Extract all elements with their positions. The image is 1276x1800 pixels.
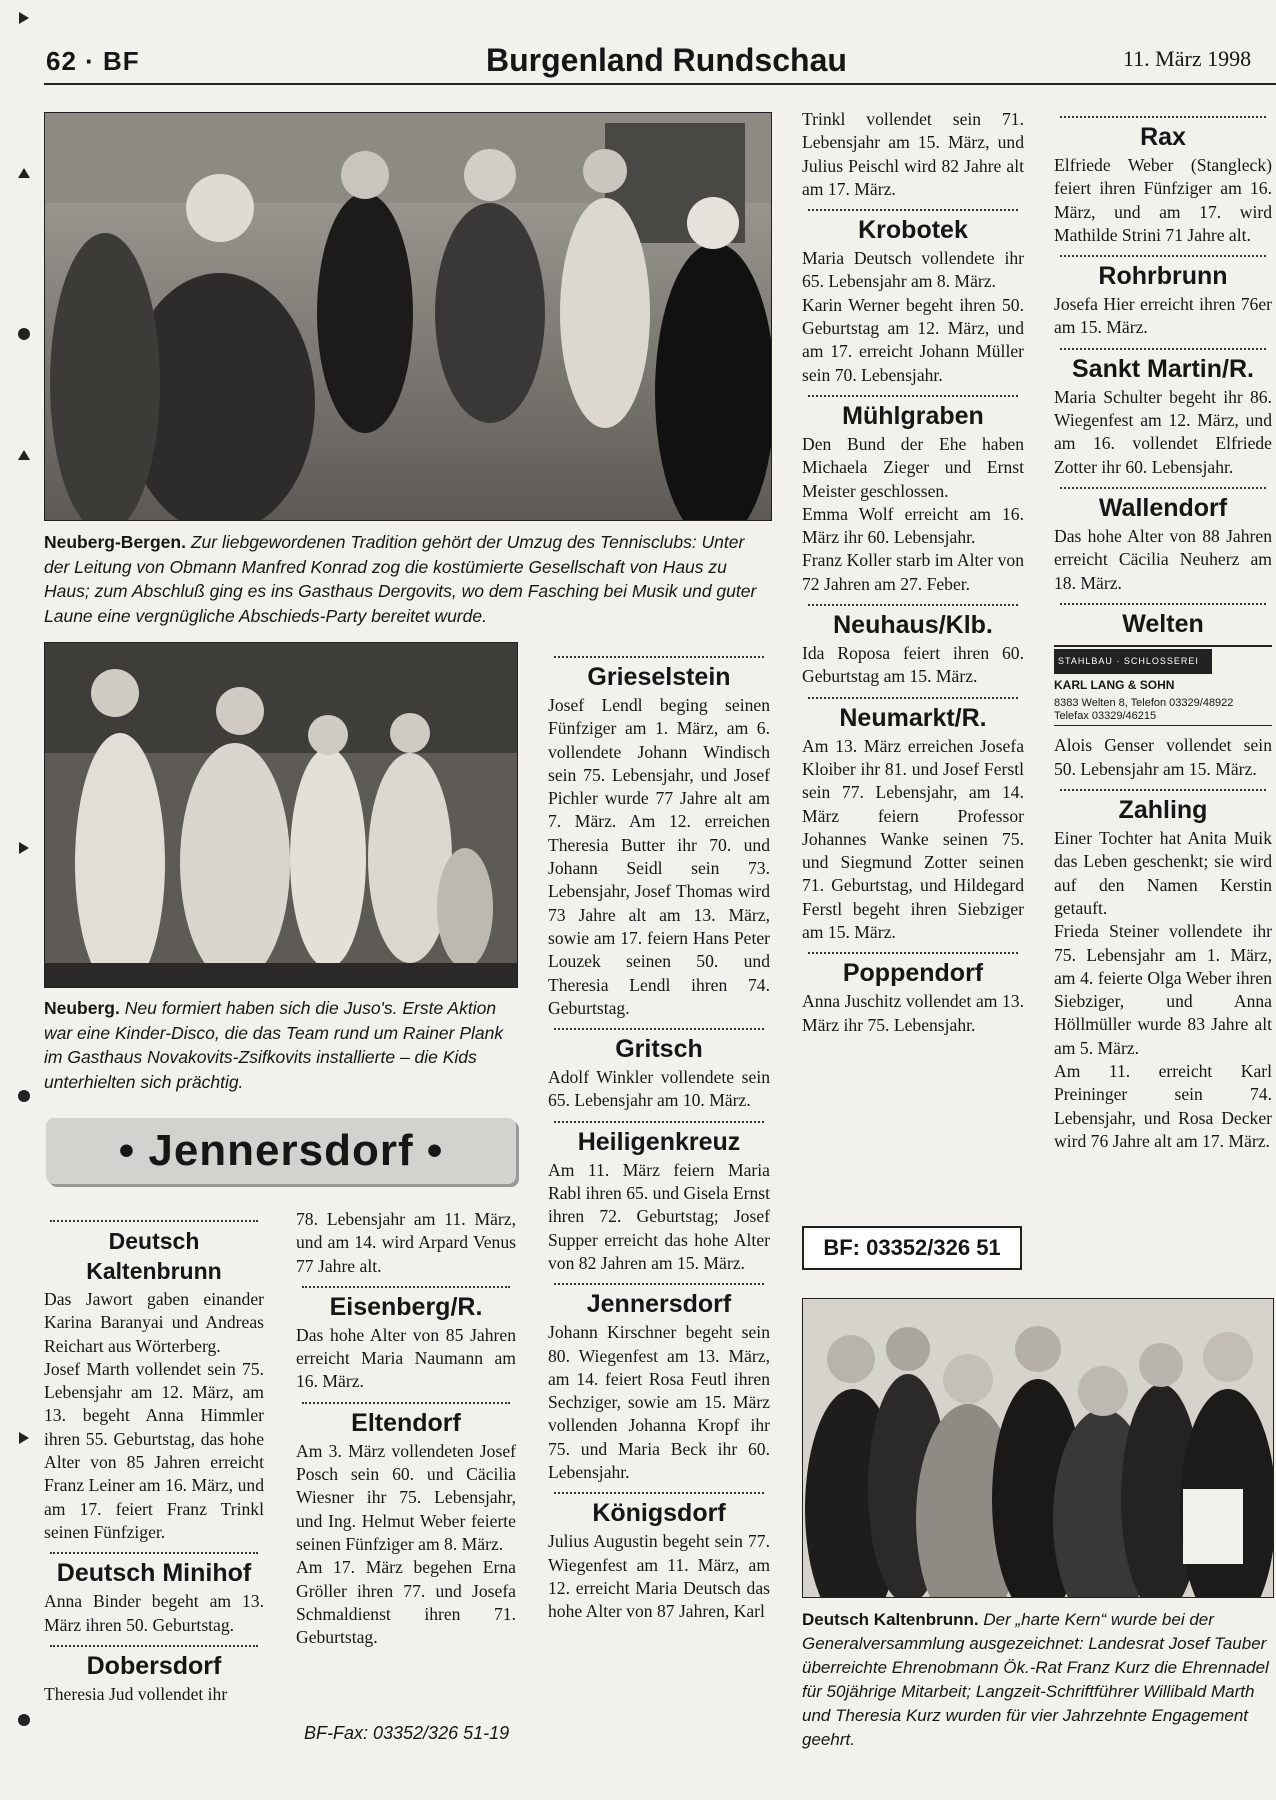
dotted-divider [808,697,1018,699]
article-paragraph: Das hohe Alter von 85 Jahren erreicht Maria Naumann am 16. März. [296,1324,516,1392]
dotted-divider [1060,116,1266,118]
article-paragraph: Emma Wolf erreicht am 16. März ihr 60. Lebensjahr. [802,503,1024,548]
ad-line: 8383 Welten 8, Telefon 03329/48922 [1054,697,1234,710]
article-paragraph: Das hohe Alter von 88 Jahren erreicht Cäcilia Neuherz am 18. März. [1054,525,1272,593]
caption-place: Deutsch Kaltenbrunn. [802,1610,979,1629]
heading-zahling: Zahling [1118,796,1208,825]
binder-hole-icon [16,448,32,464]
article-paragraph: Frieda Steiner vollendete ihr 75. Lebensjahr am 1. März, am 4. feierte Olga Weber ihren Siebziger, und Anna Höllmüller wurde 83 Jahre alt am 5. März. [1054,921,1272,1058]
article-paragraph: 78. Lebensjahr am 11. März, und am 14. wird Arpard Venus 77 Jahre alt. [296,1209,516,1276]
article-paragraph: Ida Roposa feiert ihren 60. Geburtstag am 15. März. [802,643,1024,687]
issue-date: 11. März 1998 [1123,46,1252,71]
article-paragraph: Theresia Jud vollendet ihr [44,1683,228,1704]
dotted-divider [808,952,1018,954]
advertisement-lang [1054,645,1272,727]
column-2 [296,1208,516,1649]
dotted-divider [808,395,1018,397]
section-banner-jennersdorf: • Jennersdorf • [46,1118,516,1184]
article-paragraph: Johann Kirschner begeht sein 80. Wiegenfest am 13. März, am 14. feiert Rosa Feutl ihren Sechziger, sowie am 15. März vollenden Johanna Kropf ihr 75. und Maria Beck ihr 60. Lebensjahr. [548,1322,770,1483]
heading-wallendorf: Wallendorf [1098,493,1228,522]
article-paragraph: Maria Deutsch vollendete ihr 65. Lebensjahr am 8. März. [802,248,1024,292]
dotted-divider [50,1552,258,1554]
newspaper-title: Burgenland Rundschau [486,42,847,78]
heading-deutsch-minihof: Deutsch Minihof [56,1559,252,1588]
article-paragraph: Julius Augustin begeht sein 77. Wiegenfest am 11. März, am 12. erreicht Maria Deutsch das hohe Alter von 87 Jahren, Karl [548,1531,770,1622]
heading-rax: Rax [1140,123,1186,151]
dotted-divider [1060,255,1266,257]
column-1 [44,1212,264,1706]
heading-jennersdorf: Jennersdorf [586,1290,732,1319]
heading-rohrbrunn: Rohrbrunn [1098,262,1228,291]
dotted-divider [50,1220,258,1222]
fax-footer: BF-Fax: 03352/326 51-19 [304,1723,510,1743]
article-paragraph: Elfriede Weber (Stangleck) feiert ihren Fünfziger am 16. März, und am 17. wird Mathilde Strini 71 Jahre alt. [1054,155,1272,245]
photo-carnival-parade [44,112,772,521]
article-paragraph: Alois Genser vollendet sein 50. Lebensjahr am 15. März. [1054,735,1272,779]
binder-hole-icon [16,10,32,26]
article-paragraph: Am 3. März vollendeten Josef Posch sein 60. und Cäcilia Wiesner ihr 75. Lebensjahr, und Ing. Helmut Weber feierte seinen Fünfziger am 8. März. [296,1440,516,1554]
article-paragraph: Am 13. März erreichen Josefa Kloiber ihr 81. und Josef Ferstl sein 77. Lebensjahr, am 14. März feiern Professor Johannes Wanke seinen 75. und Siegmund Zotter seinen 71. Geburtstag, und Hildegard Ferstl begeht ihren Siebziger am 15. März. [802,735,1024,943]
dotted-divider [554,1283,764,1285]
bf-phone-box: BF: 03352/326 51 [802,1226,1022,1270]
heading-neumarkt: Neumarkt/R. [839,703,987,732]
article-paragraph: Am 11. erreicht Karl Preininger sein 74. Lebensjahr, und Rosa Decker wird 76 Jahre alt am 17. März. [1054,1061,1272,1151]
heading-grieselstein: Grieselstein [587,663,731,691]
article-paragraph: Maria Schulter begeht ihr 86. Wiegenfest am 12. März, und am 16. vollendet Elfriede Zotter ihr 60. Lebensjahr. [1054,386,1272,477]
caption-place: Neuberg. [44,998,120,1018]
dotted-divider [1060,603,1266,605]
heading-neuhaus: Neuhaus/Klb. [833,611,993,640]
dotted-divider [554,1028,764,1030]
article-paragraph: Trinkl vollendet sein 71. Lebensjahr am 15. März, und Julius Peischl wird 82 Jahre alt am 17. März. [802,109,1024,199]
photo-caption-3 [802,1608,1274,1752]
header-rule [44,83,1276,85]
column-5 [1054,108,1272,1153]
article-paragraph: Anna Juschitz vollendet am 13. März ihr 75. Lebensjahr. [802,991,1024,1035]
ad-line: STAHLBAU · SCHLOSSEREI [1054,649,1212,674]
dotted-divider [554,1121,764,1123]
ad-line: Telefax 03329/46215 [1054,710,1157,723]
binder-hole-icon [16,166,32,182]
heading-eltendorf: Eltendorf [351,1408,461,1437]
article-paragraph: Adolf Winkler vollendete sein 65. Lebensjahr am 10. März. [548,1067,770,1111]
column-4 [802,108,1024,1037]
binder-hole-icon [16,326,32,342]
heading-dobersdorf: Dobersdorf [86,1651,222,1680]
heading-krobotek: Krobotek [858,216,968,245]
article-paragraph: Am 11. März feiern Maria Rabl ihren 65. und Gisela Ernst ihren 72. Geburtstag; Josef Supper erreicht das hohe Alter von 82 Jahren am 15. März. [548,1159,770,1273]
page-number: 62 · BF [46,46,140,76]
article-paragraph: Am 17. März begehen Erna Gröller ihren 77. und Josefa Schmaldienst ihren 71. Geburtstag. [296,1557,516,1648]
photo-caption-1 [44,530,772,628]
heading-koenigsdorf: Königsdorf [592,1499,726,1528]
column-3 [548,648,770,1624]
article-paragraph: Franz Koller starb im Alter von 72 Jahren am 27. Feber. [802,550,1024,594]
ad-company: KARL LANG & SOHN [1054,678,1175,693]
dotted-divider [1060,789,1266,791]
binder-hole-icon [16,1430,32,1446]
article-paragraph: Das Jawort gaben einander Karina Baranyai und Andreas Reichart aus Wörterberg. [44,1289,264,1356]
article-paragraph: Anna Binder begeht am 13. März ihren 50. Geburtstag. [44,1591,264,1635]
dotted-divider [1060,487,1266,489]
heading-heiligenkreuz: Heiligenkreuz [577,1127,741,1156]
heading-deutsch-kaltenbrunn: Deutsch Kaltenbrunn [86,1228,222,1284]
photo-caption-2 [44,996,518,1094]
caption-text: Zur liebgewordenen Tradition gehört der Umzug des Tennisclubs: Unter der Leitung von Obmann Manfred Konrad zog die kostümierte Gesellschaft von Haus zu Haus; zum Abschluß ging es ins Gasthaus Dergovits, wo dem Fasching bei Musik und guter Laune eine vergnügliche Abschieds-Party bereitet wurde. [44,532,757,626]
heading-welten: Welten [1122,609,1204,638]
dotted-divider [554,1492,764,1494]
dotted-divider [1060,348,1266,350]
photo-kids-disco [44,642,518,988]
heading-poppendorf: Poppendorf [842,959,984,988]
heading-eisenberg: Eisenberg/R. [329,1292,483,1321]
dotted-divider [302,1402,510,1404]
dotted-divider [554,656,764,658]
caption-text: Der „harte Kern“ wurde bei der Generalversammlung ausgezeichnet: Landesrat Josef Tauber überreichte Ehrenobmann Ök.-Rat Franz Kurz die Ehrennadel für 50jährige Mitarbeit; Langzeit-Schriftführer Willibald Marth und Theresia Kurz wurden für vier Jahrzehnte Engagement geehrt. [802,1610,1269,1749]
article-paragraph: Den Bund der Ehe haben Michaela Zieger und Ernst Meister geschlossen. [802,433,1024,501]
heading-sankt-martin: Sankt Martin/R. [1072,354,1254,383]
dotted-divider [302,1286,510,1288]
binder-hole-icon [16,840,32,856]
article-paragraph: Einer Tochter hat Anita Muik das Leben geschenkt; sie wird auf den Namen Kerstin getauft. [1054,828,1272,918]
dotted-divider [808,604,1018,606]
article-paragraph: Josefa Hier erreicht ihren 76er am 15. März. [1054,294,1272,338]
binder-hole-icon [16,1712,32,1728]
article-paragraph: Karin Werner begeht ihren 50. Geburtstag am 12. März, und am 17. erreicht Johann Müller sein 70. Lebensjahr. [802,294,1024,385]
caption-place: Neuberg-Bergen. [44,532,186,552]
binder-hole-icon [16,1088,32,1104]
heading-muehlgraben: Mühlgraben [842,401,984,430]
caption-text: Neu formiert haben sich die Juso's. Erste Aktion war eine Kinder-Disco, die das Team rund um Rainer Plank im Gasthaus Novakovits-Zsifkovits installierte – die Kids unterhielten sich prächtig. [44,998,504,1092]
article-paragraph: Josef Lendl beging seinen Fünfziger am 1. März, am 6. vollendete Johann Windisch sein 75. Lebensjahr, und Josef Pichler wurde 77 Jahre alt am 7. März. Am 12. erreichen Theresia Butter ihr 70. und Johann Seidl sein 73. Lebensjahr, Josef Thomas wird 73 Jahre alt am 13. März, sowie am 17. feiern Hans Peter Louzek seinen 50. und Theresia Lendl ihren 74. Geburtstag. [548,695,770,1018]
dotted-divider [808,209,1018,211]
photo-honorees [802,1298,1274,1598]
dotted-divider [50,1645,258,1647]
article-paragraph: Josef Marth vollendet sein 75. Lebensjahr am 12. März, am 13. begeht Anna Himmler ihren 55. Geburtstag, das hohe Alter von 85 Jahren erreicht Franz Leiner am 16. März, und am 17. feiert Franz Trinkl seinen Fünfziger. [44,1358,264,1542]
heading-gritsch: Gritsch [615,1035,703,1064]
